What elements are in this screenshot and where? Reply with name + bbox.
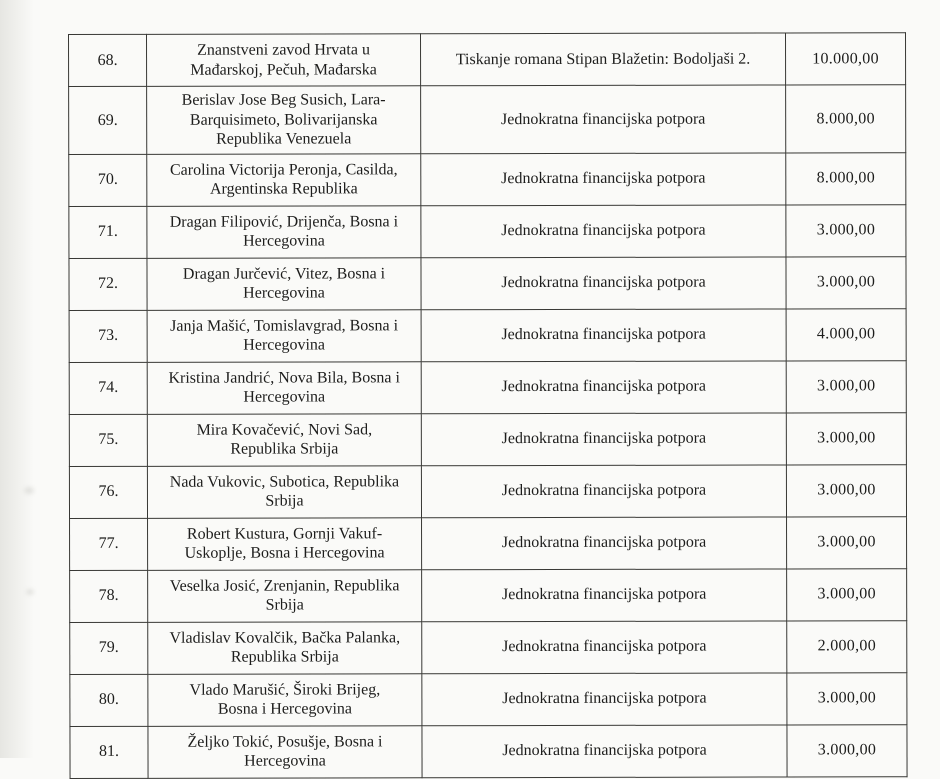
purpose-cell: Jednokratna financijska potpora [421, 85, 786, 153]
table-row [69, 412, 906, 466]
amount-cell: 8.000,00 [786, 152, 906, 204]
row-number-cell: 68. [69, 34, 147, 86]
amount-cell: 3.000,00 [786, 256, 906, 308]
recipient-cell: Carolina Victorija Peronja, Casilda, Argentinska Republika [147, 153, 421, 206]
scan-artifact [24, 487, 34, 494]
amount-cell: 8.000,00 [786, 85, 906, 153]
purpose-cell: Jednokratna financijska potpora [422, 673, 787, 726]
recipient-cell: Željko Tokić, Posušje, Bosna i Hercegovina [148, 725, 422, 778]
row-number-cell: 73. [69, 310, 147, 362]
scanned-document-page [68, 34, 906, 779]
table-row [70, 568, 907, 622]
table-row [69, 360, 906, 414]
row-number-cell: 70. [69, 154, 147, 206]
purpose-cell: Jednokratna financijska potpora [421, 413, 786, 466]
amount-cell: 3.000,00 [787, 568, 907, 620]
recipient-cell: Robert Kustura, Gornji Vakuf- Uskoplje, Bosna i Hercegovina [148, 517, 422, 570]
row-number-cell: 72. [69, 258, 147, 310]
recipient-cell: Kristina Jandrić, Nova Bila, Bosna i Hercegovina [147, 361, 421, 414]
scan-edge-shadow [0, 0, 34, 758]
purpose-cell: Jednokratna financijska potpora [422, 725, 787, 778]
table-row [69, 33, 906, 87]
purpose-cell: Jednokratna financijska potpora [421, 205, 786, 258]
table-row [69, 152, 906, 206]
table-row [69, 85, 906, 154]
scan-artifact [26, 589, 34, 595]
recipient-cell: Dragan Filipović, Drijenča, Bosna i Hercegovina [147, 205, 421, 258]
table-row [69, 308, 906, 362]
table-row [70, 724, 907, 778]
table-row [70, 620, 907, 674]
amount-cell: 3.000,00 [786, 360, 906, 412]
table-row [69, 204, 906, 258]
row-number-cell: 74. [69, 362, 147, 414]
recipient-cell: Vlado Marušić, Široki Brijeg, Bosna i Hercegovina [148, 673, 422, 726]
recipient-cell: Vladislav Kovalčik, Bačka Palanka, Republika Srbija [148, 621, 422, 674]
recipient-cell: Janja Mašić, Tomislavgrad, Bosna i Hercegovina [147, 309, 421, 362]
row-number-cell: 80. [70, 674, 148, 726]
row-number-cell: 69. [69, 86, 147, 154]
row-number-cell: 76. [69, 466, 147, 518]
purpose-cell: Jednokratna financijska potpora [422, 569, 787, 622]
row-number-cell: 75. [69, 414, 147, 466]
amount-cell: 4.000,00 [786, 308, 906, 360]
grants-table [68, 32, 908, 778]
row-number-cell: 71. [69, 206, 147, 258]
amount-cell: 10.000,00 [785, 33, 905, 85]
purpose-cell: Jednokratna financijska potpora [421, 361, 786, 414]
purpose-cell: Jednokratna financijska potpora [421, 465, 786, 518]
grants-table-body [69, 33, 908, 778]
recipient-cell: Nada Vukovic, Subotica, Republika Srbija [147, 465, 421, 518]
amount-cell: 3.000,00 [786, 464, 906, 516]
recipient-cell: Mira Kovačević, Novi Sad, Republika Srbija [147, 413, 421, 466]
table-row [70, 516, 907, 570]
row-number-cell: 79. [70, 622, 148, 674]
table-row [70, 672, 907, 726]
purpose-cell: Jednokratna financijska potpora [421, 153, 786, 206]
table-row [69, 256, 906, 310]
purpose-cell: Jednokratna financijska potpora [421, 257, 786, 310]
recipient-cell: Veselka Josić, Zrenjanin, Republika Srbija [148, 569, 422, 622]
amount-cell: 3.000,00 [787, 724, 907, 776]
recipient-cell: Dragan Jurčević, Vitez, Bosna i Hercegovina [147, 257, 421, 310]
row-number-cell: 81. [70, 726, 148, 778]
recipient-cell: Berislav Jose Beg Susich, Lara- Barquisimeto, Bolivarijanska Republika Venezuela [147, 86, 421, 154]
purpose-cell: Jednokratna financijska potpora [422, 621, 787, 674]
purpose-cell: Jednokratna financijska potpora [421, 309, 786, 362]
row-number-cell: 77. [70, 518, 148, 570]
row-number-cell: 78. [70, 570, 148, 622]
amount-cell: 3.000,00 [787, 672, 907, 724]
amount-cell: 3.000,00 [787, 516, 907, 568]
table-row [69, 464, 906, 518]
amount-cell: 2.000,00 [787, 620, 907, 672]
purpose-cell: Jednokratna financijska potpora [422, 517, 787, 570]
recipient-cell: Znanstveni zavod Hrvata u Mađarskoj, Pečuh, Mađarska [147, 34, 421, 87]
amount-cell: 3.000,00 [786, 412, 906, 464]
purpose-cell: Tiskanje romana Stipan Blažetin: Bodoljaši 2. [421, 33, 786, 86]
amount-cell: 3.000,00 [786, 204, 906, 256]
